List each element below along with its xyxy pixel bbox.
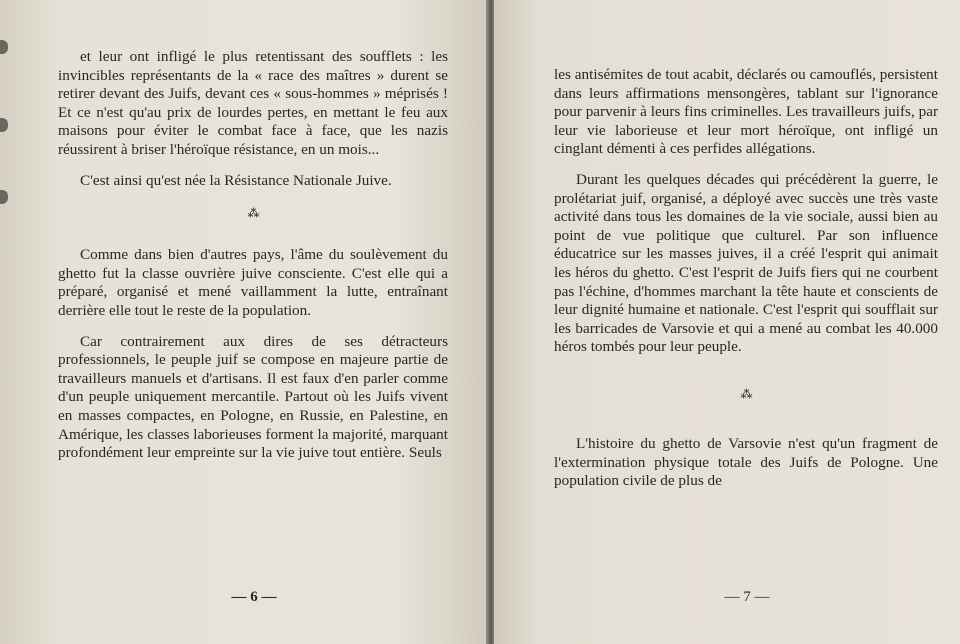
section-separator: ⁂ (247, 206, 259, 221)
paragraph: Durant les quelques décades qui précédèrent la guerre, le prolétariat juif, organisé, a déployé avec succès une très vaste activité dans tous les domaines de la vie sociale, aussi bien au point de vue politique que culturel. Par son influence éducatrice sur les masses juives, il a créé l'esprit qui animait les héros du ghetto. C'est l'esprit de Juifs fiers qui ne courbent pas l'échine, d'hommes marchant la tête haute et conscients de leur dignité humaine et nationale. C'est l'esprit qui soufflait sur les barricades de Varsovie et qui a mené au combat les 40.000 héros tombés pour leur peuple. (554, 170, 938, 356)
paragraph: les antisémites de tout acabit, déclarés ou camouflés, persistent dans leurs affirmations mensongères, tablant sur l'ignorance pour parvenir à leurs fins criminelles. Les travailleurs juifs, par leur vie laborieuse et leur mort héroïque, ont infligé un cinglant démenti à ces perfides allégations. (554, 66, 938, 158)
paragraph: L'histoire du ghetto de Varsovie n'est qu'un fragment de l'extermination physique totale des Juifs de Pologne. Une population civile de plus de (554, 434, 938, 490)
right-page (494, 0, 960, 644)
page-number: — 7 — (724, 589, 770, 605)
paragraph: Comme dans bien d'autres pays, l'âme du soulèvement du ghetto fut la classe ouvrière juive consciente. C'est elle qui a préparé, organisé et mené vaillamment la lutte, entraînant derrière elle tout le reste de la population. (58, 246, 448, 319)
page-number: — 6 — (231, 589, 277, 605)
binding-hole (0, 40, 8, 54)
section-separator: ⁂ (740, 386, 752, 401)
paragraph: C'est ainsi qu'est née la Résistance Nationale Juive. (80, 171, 392, 189)
paragraph: Car contrairement aux dires de ses détracteurs professionnels, le peuple juif se compose en majeure partie de travailleurs manuels et d'artisans. Il est faux d'en parler comme d'un peuple uniquement mercantile. Partout où les Juifs vivent en masses compactes, en Pologne, en Russie, en Palestine, en Amérique, les classes laborieuses forment la majorité, marquant profondément leur empreinte sur la vie juive tout entière. Seuls (58, 332, 448, 462)
binding-hole (0, 190, 8, 204)
paragraph: et leur ont infligé le plus retentissant des soufflets : les invincibles représentants de la « race des maîtres » durent se retirer devant des Juifs, devant ces « sous-hommes » méprisés ! Et ce n'est qu'au prix de lourdes pertes, en mettant le feu aux maisons pour éviter le combat face à face, que les nazis réussirent à briser l'héroïque résistance, en un mois... (58, 48, 448, 158)
binding-hole (0, 118, 8, 132)
